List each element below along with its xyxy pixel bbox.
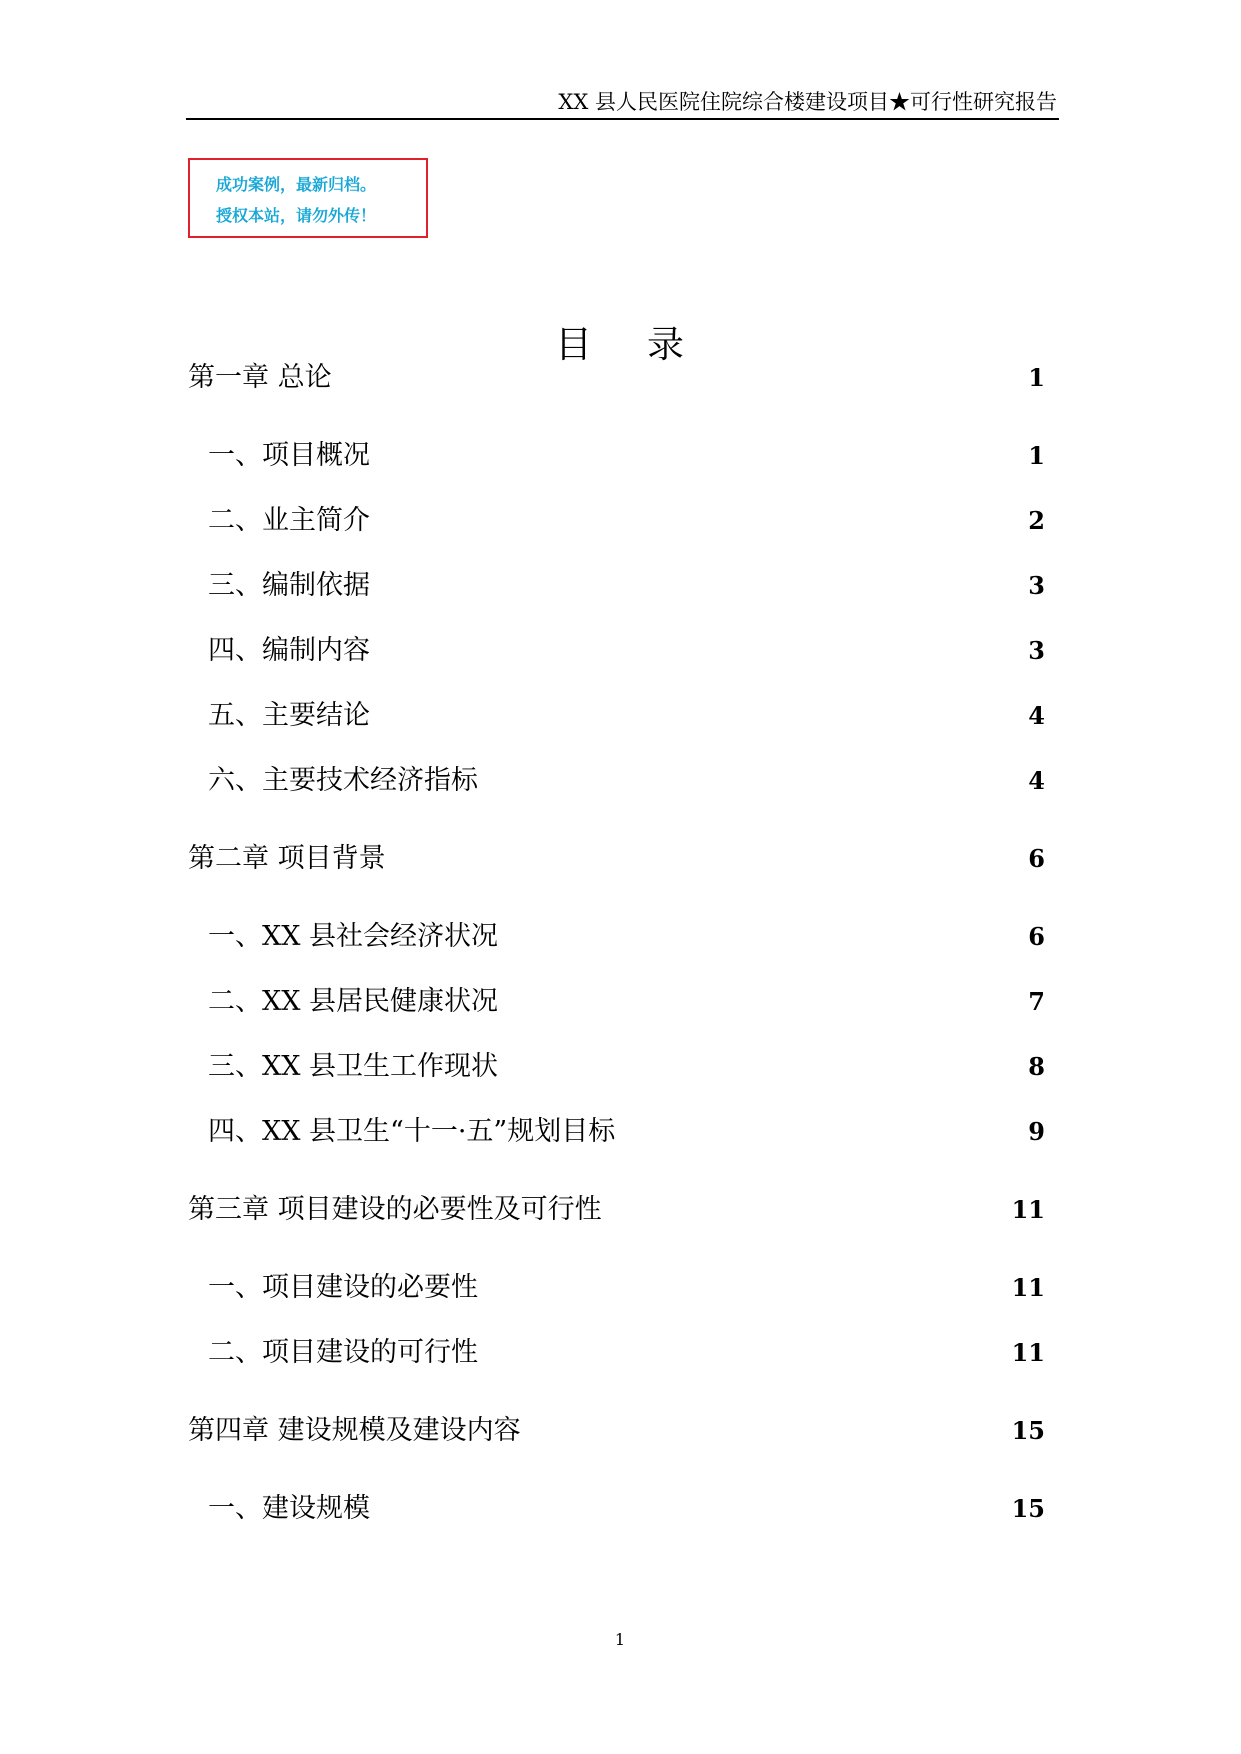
toc-section-3-1[interactable] [208,1270,1045,1306]
toc-section-1-4[interactable] [208,633,1045,669]
toc-entry-page: 9 [1028,1117,1045,1146]
toc-section-1-1[interactable] [208,438,1045,474]
toc-entry-label: 三、XX 县卫生工作现状 [208,1051,499,1082]
toc-entry-label: 第三章 项目建设的必要性及可行性 [188,1194,602,1225]
toc-entry-label: 第二章 项目背景 [188,843,386,874]
toc-entry-page: 3 [1028,571,1045,600]
toc-entry-page: 1 [1028,363,1045,392]
toc-entry-page: 1 [1028,441,1045,470]
toc-entry-page: 4 [1028,766,1045,795]
toc-entry-label: 一、XX 县社会经济状况 [208,921,499,952]
toc-entry-label: 四、XX 县卫生“十一·五”规划目标 [208,1116,616,1147]
toc-entry-page: 3 [1028,636,1045,665]
toc-entry-label: 三、编制依据 [208,570,370,601]
toc-entry-page: 11 [1011,1195,1045,1224]
toc-entry-page: 11 [1011,1273,1045,1302]
toc-chapter-4[interactable] [188,1413,1045,1449]
toc-entry-label: 五、主要结论 [208,700,370,731]
toc-section-2-1[interactable] [208,919,1045,955]
toc-entry-page: 8 [1028,1052,1045,1081]
toc-entry-page: 4 [1028,701,1045,730]
toc-entry-label: 二、业主简介 [208,505,370,536]
toc-entry-label: 二、项目建设的可行性 [208,1337,478,1368]
toc-entry-label: 二、XX 县居民健康状况 [208,986,499,1017]
toc-section-3-2[interactable] [208,1335,1045,1371]
toc-entry-label: 第一章 总论 [188,362,332,393]
toc-entry-label: 四、编制内容 [208,635,370,666]
toc-entry-label: 一、项目概况 [208,440,370,471]
toc-entry-page: 15 [1011,1416,1045,1445]
page-number: 1 [614,1630,626,1649]
toc-title-char-1: 目 [555,323,592,366]
toc-section-1-6[interactable] [208,763,1045,799]
toc-entry-page: 11 [1011,1338,1045,1367]
toc-entry-page: 6 [1028,922,1045,951]
toc-entry-page: 7 [1028,987,1045,1016]
toc-section-2-3[interactable] [208,1049,1045,1085]
toc-section-1-5[interactable] [208,698,1045,734]
header-title: XX 县人民医院住院综合楼建设项目★可行性研究报告 [558,90,1057,114]
toc-entry-label: 一、建设规模 [208,1493,370,1524]
toc-section-1-2[interactable] [208,503,1045,539]
notice-line-1: 成功案例，最新归档。 [216,175,377,194]
toc-entry-page: 15 [1011,1494,1045,1523]
toc-entry-page: 6 [1028,844,1045,873]
notice-line-2: 授权本站，请勿外传！ [216,206,377,225]
toc-chapter-1[interactable] [188,360,1045,396]
toc-chapter-2[interactable] [188,841,1045,877]
toc-section-2-2[interactable] [208,984,1045,1020]
toc-entry-label: 一、项目建设的必要性 [208,1272,478,1303]
toc-section-1-3[interactable] [208,568,1045,604]
toc-section-2-4[interactable] [208,1114,1045,1150]
toc-entry-label: 第四章 建设规模及建设内容 [188,1415,521,1446]
toc-entry-label: 六、主要技术经济指标 [208,765,478,796]
toc-entry-page: 2 [1028,506,1045,535]
toc-chapter-3[interactable] [188,1192,1045,1228]
toc-section-4-1[interactable] [208,1491,1045,1527]
toc-title-char-2: 录 [647,323,684,366]
